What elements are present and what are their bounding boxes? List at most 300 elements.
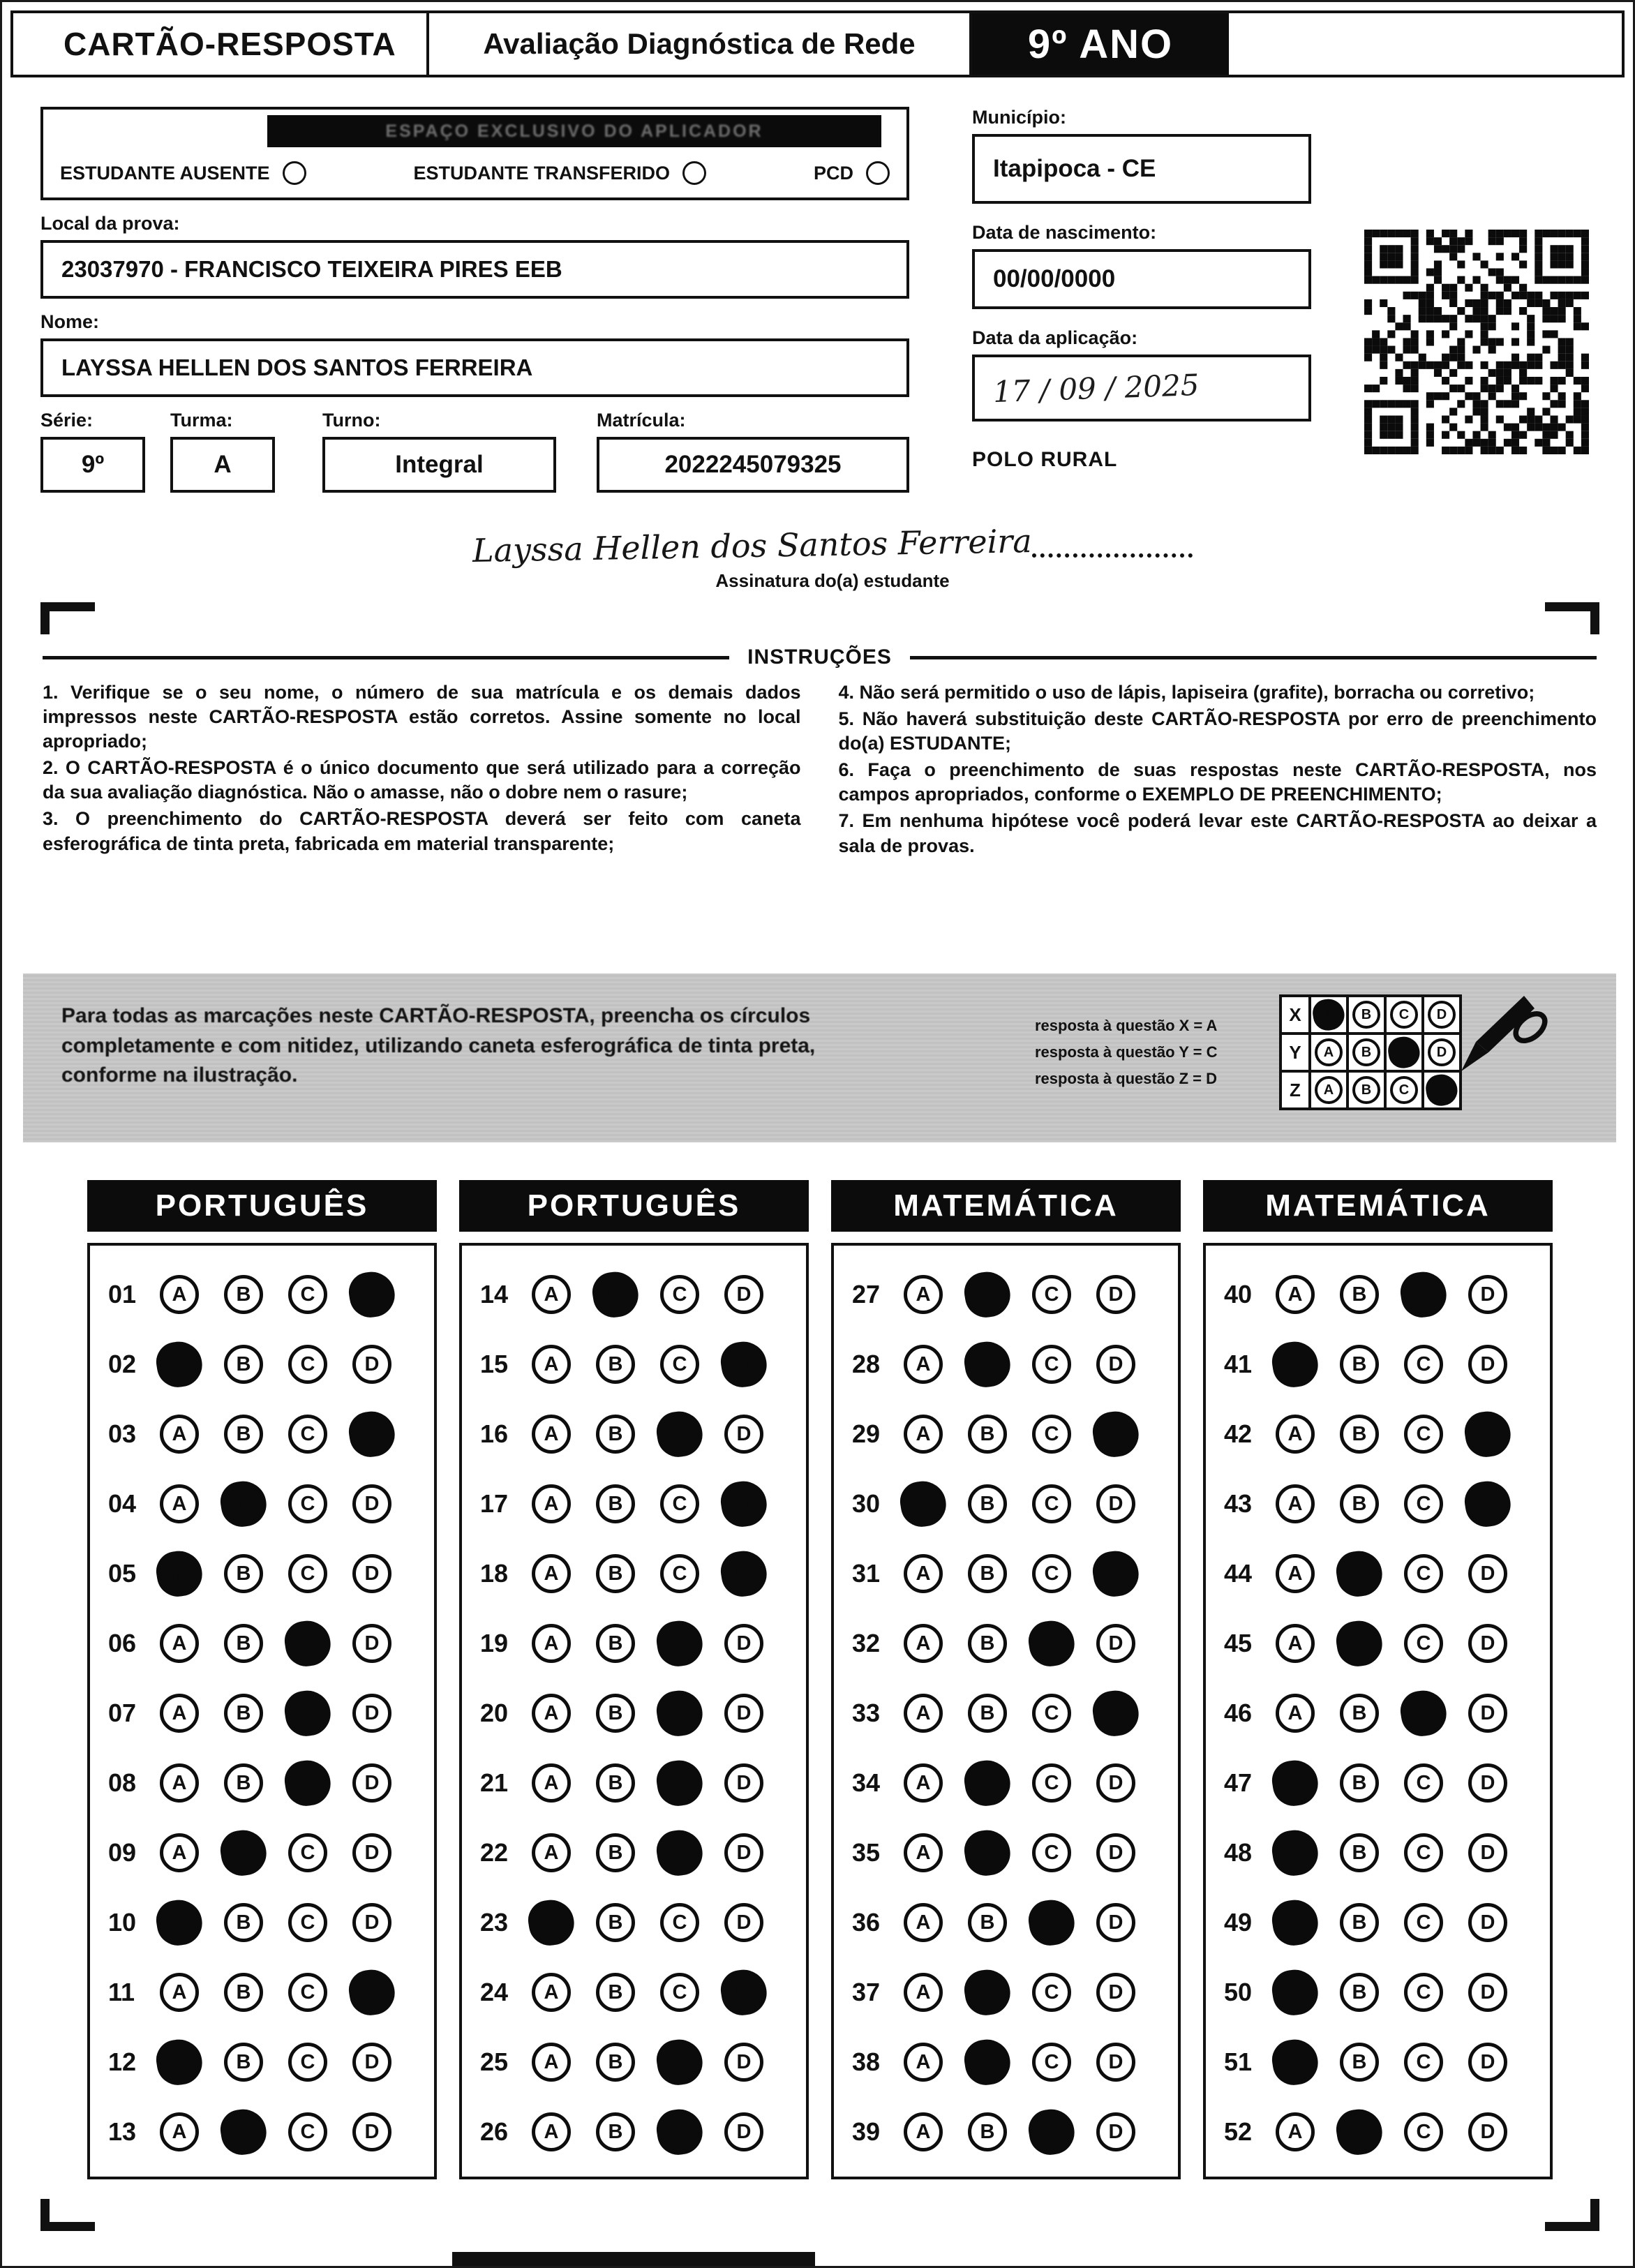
answer-bubble-25-D[interactable]: D [724, 2043, 763, 2082]
question-row-34 [852, 1748, 1178, 1818]
question-number: 22 [480, 1838, 509, 1867]
answer-bubble-45-C[interactable]: C [1404, 1624, 1443, 1663]
question-number: 28 [852, 1350, 881, 1378]
answer-bubble-20-C[interactable]: C [654, 1687, 705, 1739]
answer-bubble-26-B[interactable]: B [596, 2112, 635, 2151]
signature-handwritten: Layssa Hellen dos Santos Ferreira [472, 522, 1033, 569]
answer-bubble-42-C[interactable]: C [1404, 1415, 1443, 1454]
answer-bubble-37-B[interactable]: B [962, 1967, 1013, 2018]
answer-bubble-22-C[interactable]: C [654, 1827, 705, 1879]
example-row-label: Y [1279, 1032, 1311, 1073]
answer-bubble-39-D[interactable]: D [1096, 2112, 1135, 2151]
question-row-50 [1224, 1957, 1550, 2027]
answer-grid [459, 1243, 809, 2179]
answer-bubble-02-A[interactable]: A [154, 1338, 205, 1390]
answer-bubble-38-A[interactable]: A [904, 2043, 943, 2082]
answer-bubble-41-B[interactable]: B [1340, 1345, 1379, 1384]
example-bubble-X-D: D [1428, 1001, 1456, 1029]
answer-bubble-22-A[interactable]: A [532, 1833, 571, 1872]
answer-bubble-32-D[interactable]: D [1096, 1624, 1135, 1663]
status-checkbox-circle[interactable] [866, 161, 890, 185]
answer-bubble-30-D[interactable]: D [1096, 1484, 1135, 1523]
answer-bubble-01-B[interactable]: B [224, 1275, 263, 1314]
question-number: 06 [108, 1629, 137, 1657]
answer-bubble-43-A[interactable]: A [1276, 1484, 1315, 1523]
answer-bubble-23-D[interactable]: D [724, 1903, 763, 1942]
instruction-item: 3. O preenchimento do CARTÃO-RESPOSTA deverá ser feito com caneta esferográfica de tinta preta, fabricada em material transparente; [43, 808, 801, 854]
answer-bubble-24-C[interactable]: C [660, 1973, 699, 2012]
answer-bubble-01-A[interactable]: A [160, 1275, 199, 1314]
example-cell [1346, 1032, 1387, 1073]
local-label: Local da prova: [40, 213, 180, 234]
answer-bubble-49-B[interactable]: B [1340, 1903, 1379, 1942]
section-title: MATEMÁTICA [831, 1180, 1181, 1232]
status-checkbox-circle[interactable] [682, 161, 706, 185]
answer-bubble-46-D[interactable]: D [1468, 1694, 1507, 1733]
answer-bubble-03-A[interactable]: A [160, 1415, 199, 1454]
answer-bubble-03-B[interactable]: B [224, 1415, 263, 1454]
question-row-52 [1224, 2097, 1550, 2167]
question-row-42 [1224, 1399, 1550, 1469]
answer-bubble-09-B[interactable]: B [218, 1827, 269, 1879]
answer-bubble-01-C[interactable]: C [288, 1275, 327, 1314]
answer-bubble-37-D[interactable]: D [1096, 1973, 1135, 2012]
answer-bubble-04-D[interactable]: D [352, 1484, 391, 1523]
answer-bubble-52-A[interactable]: A [1276, 2112, 1315, 2151]
question-number: 18 [480, 1559, 509, 1588]
question-row-24 [480, 1957, 806, 2027]
answer-bubble-11-D[interactable]: D [346, 1967, 398, 2018]
answer-bubble-10-B[interactable]: B [224, 1903, 263, 1942]
answer-bubble-21-B[interactable]: B [596, 1763, 635, 1803]
student-form-right [972, 107, 1311, 472]
answer-bubble-31-D[interactable]: D [1090, 1548, 1142, 1599]
answer-bubble-40-A[interactable]: A [1276, 1275, 1315, 1314]
answer-bubble-13-B[interactable]: B [218, 2106, 269, 2158]
answer-bubble-11-C[interactable]: C [288, 1973, 327, 2012]
answer-bubble-44-B[interactable]: B [1334, 1548, 1385, 1599]
example-bubble-X-C: C [1390, 1001, 1418, 1029]
answer-bubble-08-D[interactable]: D [352, 1763, 391, 1803]
answer-bubble-44-A[interactable]: A [1276, 1554, 1315, 1593]
answer-bubble-47-D[interactable]: D [1468, 1763, 1507, 1803]
answer-bubble-25-C[interactable]: C [654, 2036, 705, 2088]
question-number: 19 [480, 1629, 509, 1657]
question-number: 33 [852, 1699, 881, 1727]
answer-bubble-33-C[interactable]: C [1032, 1694, 1071, 1733]
answer-bubble-34-B[interactable]: B [962, 1757, 1013, 1809]
question-row-15 [480, 1329, 806, 1399]
answer-bubble-43-D[interactable]: D [1462, 1478, 1514, 1530]
answer-bubble-29-B[interactable]: B [968, 1415, 1007, 1454]
answer-bubble-06-A[interactable]: A [160, 1624, 199, 1663]
answer-bubble-40-B[interactable]: B [1340, 1275, 1379, 1314]
question-number: 48 [1224, 1838, 1253, 1867]
answer-bubble-33-D[interactable]: D [1090, 1687, 1142, 1739]
answer-bubble-48-C[interactable]: C [1404, 1833, 1443, 1872]
answer-grid [1203, 1243, 1553, 2179]
question-number: 31 [852, 1559, 881, 1588]
question-number: 32 [852, 1629, 881, 1657]
answer-bubble-18-B[interactable]: B [596, 1554, 635, 1593]
example-cell [1308, 1070, 1349, 1110]
answer-bubble-02-B[interactable]: B [224, 1345, 263, 1384]
answer-bubble-44-D[interactable]: D [1468, 1554, 1507, 1593]
answer-bubble-11-A[interactable]: A [160, 1973, 199, 2012]
answer-bubble-40-D[interactable]: D [1468, 1275, 1507, 1314]
answer-bubble-48-B[interactable]: B [1340, 1833, 1379, 1872]
answer-bubble-50-B[interactable]: B [1340, 1973, 1379, 2012]
answer-bubble-05-A[interactable]: A [154, 1548, 205, 1599]
question-row-48 [1224, 1818, 1550, 1888]
header-spacer [1229, 13, 1622, 75]
answer-bubble-13-A[interactable]: A [160, 2112, 199, 2151]
turma-label: Turma: [170, 410, 233, 431]
example-captions [1035, 1017, 1217, 1096]
question-number: 35 [852, 1838, 881, 1867]
example-bubble-Z-C: C [1390, 1076, 1418, 1104]
answer-bubble-25-B[interactable]: B [596, 2043, 635, 2082]
answer-bubble-16-B[interactable]: B [596, 1415, 635, 1454]
example-cell [1308, 994, 1349, 1035]
answer-bubble-43-C[interactable]: C [1404, 1484, 1443, 1523]
answer-bubble-47-A[interactable]: A [1269, 1757, 1321, 1809]
answer-bubble-16-D[interactable]: D [724, 1415, 763, 1454]
question-row-16 [480, 1399, 806, 1469]
answer-bubble-30-B[interactable]: B [968, 1484, 1007, 1523]
answer-bubble-26-A[interactable]: A [532, 2112, 571, 2151]
answer-bubble-09-D[interactable]: D [352, 1833, 391, 1872]
answer-bubble-12-D[interactable]: D [352, 2043, 391, 2082]
answer-bubble-48-A[interactable]: A [1269, 1827, 1321, 1879]
answer-bubble-19-D[interactable]: D [724, 1624, 763, 1663]
answer-bubble-17-A[interactable]: A [532, 1484, 571, 1523]
question-row-43 [1224, 1469, 1550, 1539]
answer-bubble-08-A[interactable]: A [160, 1763, 199, 1803]
answer-bubble-09-A[interactable]: A [160, 1833, 199, 1872]
answer-bubble-14-A[interactable]: A [532, 1275, 571, 1314]
answer-bubble-34-A[interactable]: A [904, 1763, 943, 1803]
answer-bubble-44-C[interactable]: C [1404, 1554, 1443, 1593]
answer-bubble-30-A[interactable]: A [897, 1478, 949, 1530]
answer-bubble-32-C[interactable]: C [1026, 1618, 1077, 1669]
answer-bubble-18-C[interactable]: C [660, 1554, 699, 1593]
answer-bubble-40-C[interactable]: C [1398, 1269, 1449, 1320]
turno-field [322, 397, 556, 493]
answer-bubble-46-C[interactable]: C [1398, 1687, 1449, 1739]
answer-bubble-22-B[interactable]: B [596, 1833, 635, 1872]
question-number: 04 [108, 1489, 137, 1518]
status-option-label: ESTUDANTE TRANSFERIDO [413, 162, 671, 184]
answer-bubble-32-B[interactable]: B [968, 1624, 1007, 1663]
answer-bubble-10-D[interactable]: D [352, 1903, 391, 1942]
answer-bubble-49-A[interactable]: A [1269, 1897, 1321, 1948]
serie-value: 9º [40, 437, 145, 493]
answer-bubble-47-C[interactable]: C [1404, 1763, 1443, 1803]
answer-bubble-29-A[interactable]: A [904, 1415, 943, 1454]
question-row-36 [852, 1888, 1178, 1957]
answer-bubble-01-D[interactable]: D [346, 1269, 398, 1320]
answer-bubble-18-D[interactable]: D [718, 1548, 770, 1599]
instruction-item: 4. Não será permitido o uso de lápis, lapiseira (grafite), borracha ou corretivo; [838, 682, 1535, 703]
answer-bubble-29-C[interactable]: C [1032, 1415, 1071, 1454]
matricula-field [597, 397, 909, 493]
answer-bubble-52-B[interactable]: B [1334, 2106, 1385, 2158]
question-row-47 [1224, 1748, 1550, 1818]
answer-bubble-35-C[interactable]: C [1032, 1833, 1071, 1872]
question-number: 05 [108, 1559, 137, 1588]
status-checkbox-circle[interactable] [283, 161, 306, 185]
answer-bubble-37-A[interactable]: A [904, 1973, 943, 2012]
answer-bubble-20-A[interactable]: A [532, 1694, 571, 1733]
question-row-30 [852, 1469, 1178, 1539]
answer-bubble-19-B[interactable]: B [596, 1624, 635, 1663]
answer-bubble-19-A[interactable]: A [532, 1624, 571, 1663]
answer-bubble-34-C[interactable]: C [1032, 1763, 1071, 1803]
answer-bubble-36-C[interactable]: C [1026, 1897, 1077, 1948]
answer-bubble-43-B[interactable]: B [1340, 1484, 1379, 1523]
question-number: 07 [108, 1699, 137, 1727]
question-number: 29 [852, 1419, 881, 1448]
example-grid [1279, 994, 1459, 1107]
question-number: 21 [480, 1768, 509, 1797]
answer-bubble-27-C[interactable]: C [1032, 1275, 1071, 1314]
question-number: 20 [480, 1699, 509, 1727]
signature-dotted-line [1032, 553, 1193, 558]
signature-block [463, 522, 1202, 592]
answer-bubble-29-D[interactable]: D [1090, 1408, 1142, 1460]
example-cell [1384, 1032, 1424, 1073]
answer-bubble-36-A[interactable]: A [904, 1903, 943, 1942]
answer-bubble-42-A[interactable]: A [1276, 1415, 1315, 1454]
answer-bubble-30-C[interactable]: C [1032, 1484, 1071, 1523]
answer-bubble-46-B[interactable]: B [1340, 1694, 1379, 1733]
question-row-10 [108, 1888, 434, 1957]
answer-bubble-39-A[interactable]: A [904, 2112, 943, 2151]
question-number: 47 [1224, 1768, 1253, 1797]
answer-bubble-27-A[interactable]: A [904, 1275, 943, 1314]
answer-bubble-38-D[interactable]: D [1096, 2043, 1135, 2082]
answer-bubble-07-B[interactable]: B [224, 1694, 263, 1733]
answer-bubble-47-B[interactable]: B [1340, 1763, 1379, 1803]
answer-bubble-33-A[interactable]: A [904, 1694, 943, 1733]
question-row-44 [1224, 1539, 1550, 1609]
answer-bubble-10-C[interactable]: C [288, 1903, 327, 1942]
answer-bubble-06-D[interactable]: D [352, 1624, 391, 1663]
answer-bubble-24-B[interactable]: B [596, 1973, 635, 2012]
question-row-17 [480, 1469, 806, 1539]
answer-bubble-39-B[interactable]: B [968, 2112, 1007, 2151]
answer-bubble-08-B[interactable]: B [224, 1763, 263, 1803]
answer-bubble-14-C[interactable]: C [660, 1275, 699, 1314]
question-row-49 [1224, 1888, 1550, 1957]
answer-bubble-42-B[interactable]: B [1340, 1415, 1379, 1454]
answer-bubble-23-B[interactable]: B [596, 1903, 635, 1942]
answer-bubble-45-B[interactable]: B [1334, 1618, 1385, 1669]
answer-bubble-51-C[interactable]: C [1404, 2043, 1443, 2082]
answer-bubble-15-A[interactable]: A [532, 1345, 571, 1384]
question-number: 09 [108, 1838, 137, 1867]
answer-bubble-35-D[interactable]: D [1096, 1833, 1135, 1872]
answer-bubble-28-C[interactable]: C [1032, 1345, 1071, 1384]
example-row-Y [1279, 1032, 1459, 1070]
answer-bubble-23-A[interactable]: A [525, 1897, 577, 1948]
answer-bubble-42-D[interactable]: D [1462, 1408, 1514, 1460]
status-option-3 [814, 161, 890, 185]
question-row-41 [1224, 1329, 1550, 1399]
answer-bubble-26-D[interactable]: D [724, 2112, 763, 2151]
answer-bubble-21-A[interactable]: A [532, 1763, 571, 1803]
answer-bubble-28-D[interactable]: D [1096, 1345, 1135, 1384]
question-row-05 [108, 1539, 434, 1609]
answer-bubble-14-B[interactable]: B [590, 1269, 641, 1320]
corner-mark-top-right [1545, 602, 1599, 634]
answer-bubble-05-D[interactable]: D [352, 1554, 391, 1593]
answer-bubble-48-D[interactable]: D [1468, 1833, 1507, 1872]
header-band [10, 10, 1625, 77]
answer-bubble-31-C[interactable]: C [1032, 1554, 1071, 1593]
answer-bubble-09-C[interactable]: C [288, 1833, 327, 1872]
answer-bubble-50-C[interactable]: C [1404, 1973, 1443, 2012]
answer-bubble-38-C[interactable]: C [1032, 2043, 1071, 2082]
answer-bubble-19-C[interactable]: C [654, 1618, 705, 1669]
answer-bubble-10-A[interactable]: A [154, 1897, 205, 1948]
answer-bubble-05-C[interactable]: C [288, 1554, 327, 1593]
question-number: 43 [1224, 1489, 1253, 1518]
answer-bubble-12-C[interactable]: C [288, 2043, 327, 2082]
question-number: 15 [480, 1350, 509, 1378]
answer-bubble-41-C[interactable]: C [1404, 1345, 1443, 1384]
answer-bubble-12-A[interactable]: A [154, 2036, 205, 2088]
section-title: PORTUGUÊS [87, 1180, 437, 1232]
example-row-label: Z [1279, 1070, 1311, 1110]
answer-bubble-34-D[interactable]: D [1096, 1763, 1135, 1803]
answer-bubble-03-D[interactable]: D [346, 1408, 398, 1460]
answer-bubble-25-A[interactable]: A [532, 2043, 571, 2082]
answer-bubble-52-C[interactable]: C [1404, 2112, 1443, 2151]
answer-bubble-35-A[interactable]: A [904, 1833, 943, 1872]
answer-bubble-52-D[interactable]: D [1468, 2112, 1507, 2151]
instruction-item: 1. Verifique se o seu nome, o número de sua matrícula e os demais dados impressos neste CARTÃO-RESPOSTA estão corretos. Assine somente no local apropriado; [43, 682, 801, 752]
answer-bubble-11-B[interactable]: B [224, 1973, 263, 2012]
answer-bubble-26-C[interactable]: C [654, 2106, 705, 2158]
answer-bubble-38-B[interactable]: B [962, 2036, 1013, 2088]
answer-bubble-03-C[interactable]: C [288, 1415, 327, 1454]
answer-bubble-16-A[interactable]: A [532, 1415, 571, 1454]
answer-bubble-31-B[interactable]: B [968, 1554, 1007, 1593]
answer-bubble-05-B[interactable]: B [224, 1554, 263, 1593]
answer-bubble-32-A[interactable]: A [904, 1624, 943, 1663]
answer-bubble-20-D[interactable]: D [724, 1694, 763, 1733]
answer-bubble-04-B[interactable]: B [218, 1478, 269, 1530]
answer-bubble-23-C[interactable]: C [660, 1903, 699, 1942]
answer-bubble-17-C[interactable]: C [660, 1484, 699, 1523]
answer-bubble-15-C[interactable]: C [660, 1345, 699, 1384]
answer-bubble-06-C[interactable]: C [282, 1618, 334, 1669]
answer-bubble-21-C[interactable]: C [654, 1757, 705, 1809]
nascimento-value: 00/00/0000 [972, 249, 1311, 309]
answer-bubble-51-D[interactable]: D [1468, 2043, 1507, 2082]
example-bubble-Y-D: D [1428, 1038, 1456, 1066]
answer-bubble-51-A[interactable]: A [1269, 2036, 1321, 2088]
answer-bubble-27-D[interactable]: D [1096, 1275, 1135, 1314]
answer-bubble-27-B[interactable]: B [962, 1269, 1013, 1320]
answer-bubble-24-A[interactable]: A [532, 1973, 571, 2012]
answer-bubble-51-B[interactable]: B [1340, 2043, 1379, 2082]
answer-bubble-45-D[interactable]: D [1468, 1624, 1507, 1663]
answer-bubble-17-B[interactable]: B [596, 1484, 635, 1523]
answer-bubble-07-C[interactable]: C [282, 1687, 334, 1739]
answer-bubble-41-A[interactable]: A [1269, 1338, 1321, 1390]
example-cell [1384, 1070, 1424, 1110]
answer-bubble-15-B[interactable]: B [596, 1345, 635, 1384]
applicator-bar [267, 115, 881, 147]
question-number: 10 [108, 1908, 137, 1937]
answer-bubble-04-A[interactable]: A [160, 1484, 199, 1523]
answer-bubble-31-A[interactable]: A [904, 1554, 943, 1593]
question-number: 39 [852, 2117, 881, 2146]
answer-bubble-49-C[interactable]: C [1404, 1903, 1443, 1942]
answer-bubble-02-D[interactable]: D [352, 1345, 391, 1384]
answer-bubble-13-C[interactable]: C [288, 2112, 327, 2151]
fill-notice-text: Para todas as marcações neste CARTÃO-RESPOSTA, preencha os círculos completamente e com nitidez, utilizando caneta esferográfica de tinta preta, conforme na ilustração. [61, 1004, 816, 1087]
question-number: 45 [1224, 1629, 1253, 1657]
answer-bubble-39-C[interactable]: C [1026, 2106, 1077, 2158]
answer-bubble-07-A[interactable]: A [160, 1694, 199, 1733]
answer-bubble-46-A[interactable]: A [1276, 1694, 1315, 1733]
answer-bubble-06-B[interactable]: B [224, 1624, 263, 1663]
answer-bubble-36-D[interactable]: D [1096, 1903, 1135, 1942]
answer-bubble-14-D[interactable]: D [724, 1275, 763, 1314]
answer-bubble-50-D[interactable]: D [1468, 1973, 1507, 2012]
example-cell [1346, 994, 1387, 1035]
answer-bubble-17-D[interactable]: D [718, 1478, 770, 1530]
answer-bubble-22-D[interactable]: D [724, 1833, 763, 1872]
answer-bubble-28-B[interactable]: B [962, 1338, 1013, 1390]
question-number: 01 [108, 1280, 137, 1308]
answer-bubble-18-A[interactable]: A [532, 1554, 571, 1593]
answer-bubble-20-B[interactable]: B [596, 1694, 635, 1733]
qr-code [1364, 230, 1589, 454]
answer-bubble-28-A[interactable]: A [904, 1345, 943, 1384]
answer-bubble-24-D[interactable]: D [718, 1967, 770, 2018]
answer-bubble-02-C[interactable]: C [288, 1345, 327, 1384]
answer-bubble-35-B[interactable]: B [962, 1827, 1013, 1879]
question-row-13 [108, 2097, 434, 2167]
answer-section-2 [459, 1180, 809, 2179]
section-title: MATEMÁTICA [1203, 1180, 1553, 1232]
question-row-28 [852, 1329, 1178, 1399]
answer-bubble-21-D[interactable]: D [724, 1763, 763, 1803]
answer-bubble-13-D[interactable]: D [352, 2112, 391, 2151]
answer-bubble-37-C[interactable]: C [1032, 1973, 1071, 2012]
answer-bubble-36-B[interactable]: B [968, 1903, 1007, 1942]
question-number: 40 [1224, 1280, 1253, 1308]
answer-bubble-15-D[interactable]: D [718, 1338, 770, 1390]
answer-bubble-16-C[interactable]: C [654, 1408, 705, 1460]
question-row-27 [852, 1260, 1178, 1329]
answer-bubble-41-D[interactable]: D [1468, 1345, 1507, 1384]
answer-bubble-33-B[interactable]: B [968, 1694, 1007, 1733]
status-row [54, 158, 895, 189]
answer-bubble-04-C[interactable]: C [288, 1484, 327, 1523]
answer-bubble-49-D[interactable]: D [1468, 1903, 1507, 1942]
answer-bubble-07-D[interactable]: D [352, 1694, 391, 1733]
answer-bubble-45-A[interactable]: A [1276, 1624, 1315, 1663]
answer-bubble-12-B[interactable]: B [224, 2043, 263, 2082]
answer-bubble-50-A[interactable]: A [1269, 1967, 1321, 2018]
answer-bubble-08-C[interactable]: C [282, 1757, 334, 1809]
